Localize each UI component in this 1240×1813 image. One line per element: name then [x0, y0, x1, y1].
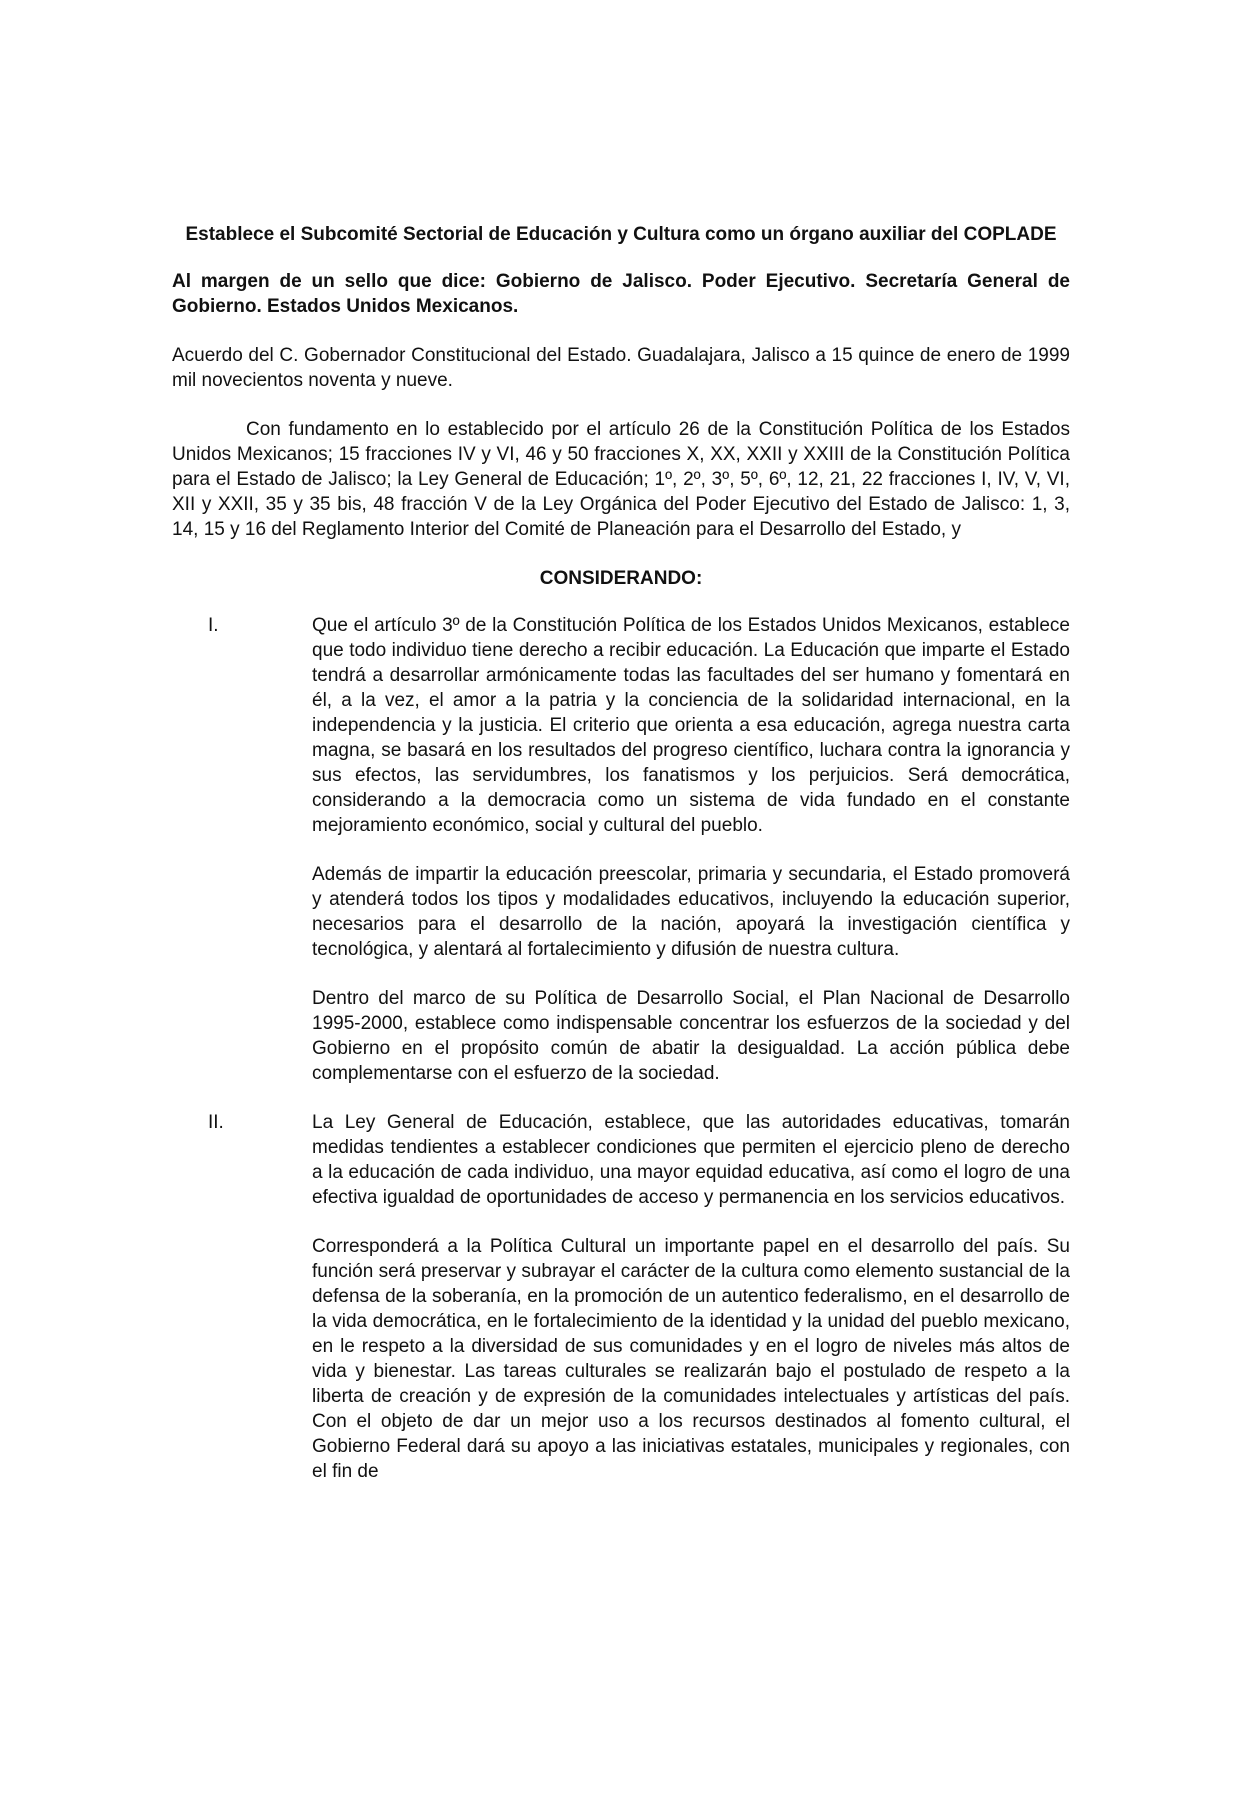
considerando-heading: CONSIDERANDO:	[539, 568, 703, 589]
item-paragraph: Corresponderá a la Política Cultural un importante papel en el desarrollo del país. Su función será preservar y subrayar el carácter de la cultura como elemento sustancial de la defensa de la soberanía, en la promoción de un autentico federalismo, en el desarrollo de la vida democrática, en le fortalecimiento de la identidad y la unidad del pueblo mexicano, en le respeto a la diversidad de sus comunidades y en el logro de niveles más altos de vida y bienestar. Las tareas culturales se realizarán bajo el postulado de respeto a la liberta de creación y de expresión de la comunidades intelectuales y artísticas del país. Con el objeto de dar un mejor uso a los recursos destinados al fomento cultural, el Gobierno Federal dará su apoyo a las iniciativas estatales, municipales y regionales, con el fin de	[312, 1236, 1070, 1482]
item-paragraph: Dentro del marco de su Política de Desarrollo Social, el Plan Nacional de Desarrollo 1995-2000, establece como indispensable concentrar los esfuerzos de la sociedad y del Gobierno en el propósito común de abatir la desigualdad. La acción pública debe complementarse con el esfuerzo de la sociedad.	[312, 988, 1070, 1084]
document-body	[172, 222, 1070, 1508]
agreement-paragraph: Acuerdo del C. Gobernador Constitucional del Estado. Guadalajara, Jalisco a 15 quince de enero de 1999 mil novecientos noventa y nueve.	[172, 345, 1070, 391]
considerando-item-1	[208, 613, 1070, 1086]
item-paragraph: Que el artículo 3º de la Constitución Política de los Estados Unidos Mexicanos, establece que todo individuo tiene derecho a recibir educación. La Educación que imparte el Estado tendrá a desarrollar armónicamente todas las facultades del ser humano y fomentará en él, a la vez, el amor a la patria y la conciencia de la solidaridad internacional, en la independencia y la justicia. El criterio que orienta a esa educación, agrega nuestra carta magna, se basará en los resultados del progreso científico, luchara contra la ignorancia y sus efectos, las servidumbres, los fanatismos y los perjuicios. Será democrática, considerando a la democracia como un sistema de vida fundado en el constante mejoramiento económico, social y cultural del pueblo.	[312, 615, 1070, 836]
document-title: Establece el Subcomité Sectorial de Educación y Cultura como un órgano auxiliar del COPLADE	[185, 224, 1057, 245]
considerando-item-2	[208, 1110, 1070, 1484]
margin-note: Al margen de un sello que dice: Gobierno de Jalisco. Poder Ejecutivo. Secretaría General de Gobierno. Estados Unidos Mexicanos.	[172, 271, 1070, 317]
item-number: II.	[208, 1112, 224, 1133]
item-number: I.	[208, 615, 219, 636]
foundation-paragraph: Con fundamento en lo establecido por el artículo 26 de la Constitución Política de los Estados Unidos Mexicanos; 15 fracciones IV y VI, 46 y 50 fracciones X, XX, XXII y XXIII de la Constitución Política para el Estado de Jalisco; la Ley General de Educación; 1º, 2º, 3º, 5º, 6º, 12, 21, 22 fracciones I, IV, V, VI, XII y XXII, 35 y 35 bis, 48 fracción V de la Ley Orgánica del Poder Ejecutivo del Estado de Jalisco: 1, 3, 14, 15 y 16 del Reglamento Interior del Comité de Planeación para el Desarrollo del Estado, y	[172, 419, 1070, 540]
item-paragraph: La Ley General de Educación, establece, que las autoridades educativas, tomarán medidas tendientes a establecer condiciones que permiten el ejercicio pleno de derecho a la educación de cada individuo, una mayor equidad educativa, así como el logro de una efectiva igualdad de oportunidades de acceso y permanencia en los servicios educativos.	[312, 1112, 1070, 1208]
item-paragraph: Además de impartir la educación preescolar, primaria y secundaria, el Estado promoverá y atenderá todos los tipos y modalidades educativos, incluyendo la educación superior, necesarios para el desarrollo de la nación, apoyará la investigación científica y tecnológica, y alentará al fortalecimiento y difusión de nuestra cultura.	[312, 864, 1070, 960]
